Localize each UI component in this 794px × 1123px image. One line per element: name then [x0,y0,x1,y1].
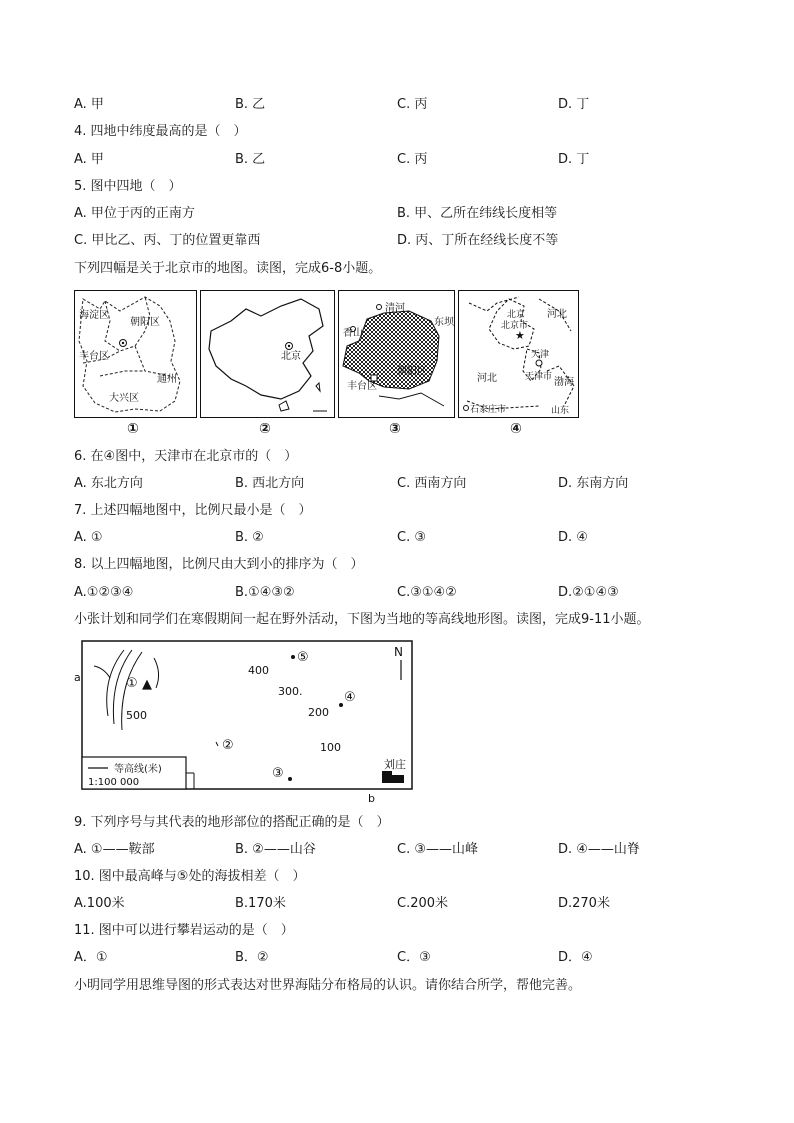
option-b: B.①④③② [235,585,295,600]
map-beijing-districts [74,290,197,418]
map-china [200,290,335,418]
question-stem: 5. 图中四地（ ） [74,179,182,194]
label-tianjin-city: 天津市 [525,372,553,382]
map-caption: ① [127,421,139,437]
label-shandong: 山东 [551,406,570,416]
option-d: D. 丙、丁所在经线长度不等 [397,233,559,248]
elevation-300: 300. [278,685,303,698]
label-beijing: 北京 [507,310,526,320]
elevation-500: 500 [126,709,147,722]
option-a: A. ①——鞍部 [74,842,155,857]
question-stem: 9. 下列序号与其代表的地形部位的搭配正确的是（ ） [74,815,390,830]
capital-star-icon: ★ [515,329,525,342]
option-d: D.270米 [558,896,610,911]
peak-triangle-icon: ▲ [142,677,152,692]
point-2: ② [222,738,234,753]
option-b: B．② [235,950,269,965]
label-daxing: 大兴区 [109,393,139,404]
label-tongzhou: 通州 [157,374,177,385]
option-a: A. 东北方向 [74,476,143,491]
question-stem: 10. 图中最高峰与⑤处的海拔相差（ ） [74,869,306,884]
map-caption: ③ [389,421,401,437]
section-intro: 下列四幅是关于北京市的地图。读图，完成6-8小题。 [74,261,382,276]
label-shijiazhuang: 石家庄市 [470,405,507,415]
point-1: ① [126,676,138,691]
label-fengtai: 丰台区 [347,381,377,392]
option-d: D. ④ [558,530,588,545]
map-caption: ② [259,421,271,437]
label-xiangshan: 香山 [343,328,363,339]
option-a: A.100米 [74,896,125,911]
village-label: 刘庄 [384,758,406,771]
label-beijing-city: 北京市 [501,321,529,331]
question-stem: 8. 以上四幅地图，比例尺由大到小的排序为（ ） [74,557,364,572]
option-c: C.③①④② [397,585,457,600]
point-5: ⑤ [297,650,309,665]
option-c: C. 西南方向 [397,476,467,491]
section-intro: 小明同学用思维导图的形式表达对世界海陆分布格局的认识。请你结合所学，帮他完善。 [74,978,582,993]
option-a: A. 甲 [74,152,104,167]
legend-label: 等高线(米) [114,764,162,775]
map-jing-jin-ji [458,290,579,418]
elevation-100: 100 [320,741,341,754]
option-c: C. ③——山峰 [397,842,478,857]
option-d: D. ④——山脊 [558,842,640,857]
option-c: C. 丙 [397,97,428,112]
option-a: A．① [74,950,108,965]
option-c: C．③ [397,950,431,965]
option-b: B. 西北方向 [235,476,305,491]
option-c: C.200米 [397,896,449,911]
option-b: B.170米 [235,896,286,911]
label-tianjin: 天津 [531,350,550,360]
label-chaoyang: 朝阳区 [397,366,427,377]
north-label: N [394,645,403,659]
section-intro: 小张计划和同学们在寒假期间一起在野外活动，下图为当地的等高线地形图。读图，完成9-11小题。 [74,612,650,627]
label-fengtai: 丰台区 [79,351,109,362]
elevation-400: 400 [248,664,269,677]
option-a: A. 甲 [74,97,104,112]
map-beijing-urban [338,290,455,418]
label-hebei: 河北 [477,373,497,384]
label-hebei: 河北 [547,309,567,320]
question-stem: 11. 图中可以进行攀岩运动的是（ ） [74,923,294,938]
option-a: A. 甲位于丙的正南方 [74,206,195,221]
elevation-200: 200 [308,706,329,719]
point-b-label: b [368,792,375,805]
option-d: D. 东南方向 [558,476,629,491]
option-a: A. ① [74,530,103,545]
option-c: C. 丙 [397,152,428,167]
point-4: ④ [344,690,356,705]
option-b: B. 乙 [235,152,266,167]
point-3: ③ [272,766,284,781]
question-stem: 4. 四地中纬度最高的是（ ） [74,124,247,139]
label-qinghe: 清河 [385,303,405,314]
map-caption: ④ [510,421,522,437]
question-stem: 6. 在④图中，天津市在北京市的（ ） [74,449,298,464]
option-b: B. 甲、乙所在纬线长度相等 [397,206,558,221]
option-d: D.②①④③ [558,585,619,600]
scale-label: 1:100 000 [88,777,140,788]
label-bohai: 渤海 [554,377,574,388]
option-d: D. 丁 [558,97,590,112]
option-b: B. ②——山谷 [235,842,316,857]
label-chaoyang: 朝阳区 [130,317,160,328]
option-d: D．④ [558,950,593,965]
question-stem: 7. 上述四幅地图中，比例尺最小是（ ） [74,503,312,518]
option-b: B. 乙 [235,97,266,112]
point-a-label: a [74,671,81,684]
contour-map [64,638,418,806]
label-haidian: 海淀区 [79,310,109,321]
option-c: C. 甲比乙、丙、丁的位置更靠西 [74,233,261,248]
option-b: B. ② [235,530,264,545]
label-beijing: 北京 [281,351,301,362]
option-a: A.①②③④ [74,585,134,600]
option-d: D. 丁 [558,152,590,167]
option-c: C. ③ [397,530,426,545]
label-dongba: 东坝 [434,317,454,328]
